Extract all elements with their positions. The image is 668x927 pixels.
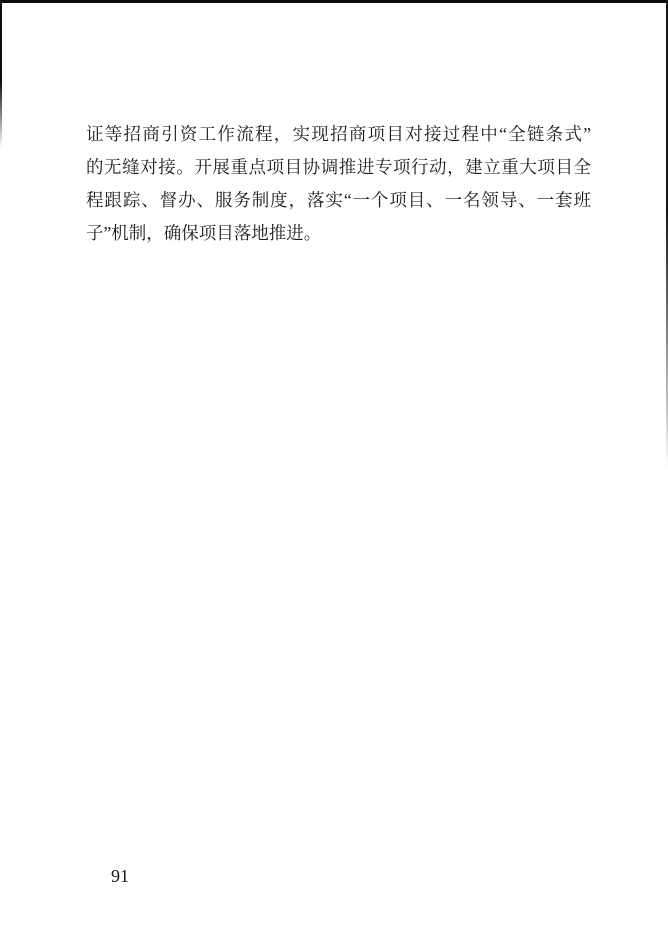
body-paragraph <box>86 118 591 250</box>
paragraph-line-3: 程跟踪、督办、服务制度，落实“一个项目、一名领导、一套班 <box>86 190 591 210</box>
paragraph-line-4: 子”机制，确保项目落地推进。 <box>86 223 322 243</box>
scan-artifact-top-edge <box>0 0 668 3</box>
scan-artifact-left-edge <box>0 0 2 148</box>
paragraph-line-2: 的无缝对接。开展重点项目协调推进专项行动，建立重大项目全 <box>86 157 591 177</box>
page-number: 91 <box>111 866 129 886</box>
paragraph-line-1: 证等招商引资工作流程，实现招商项目对接过程中“全链条式” <box>86 124 591 144</box>
